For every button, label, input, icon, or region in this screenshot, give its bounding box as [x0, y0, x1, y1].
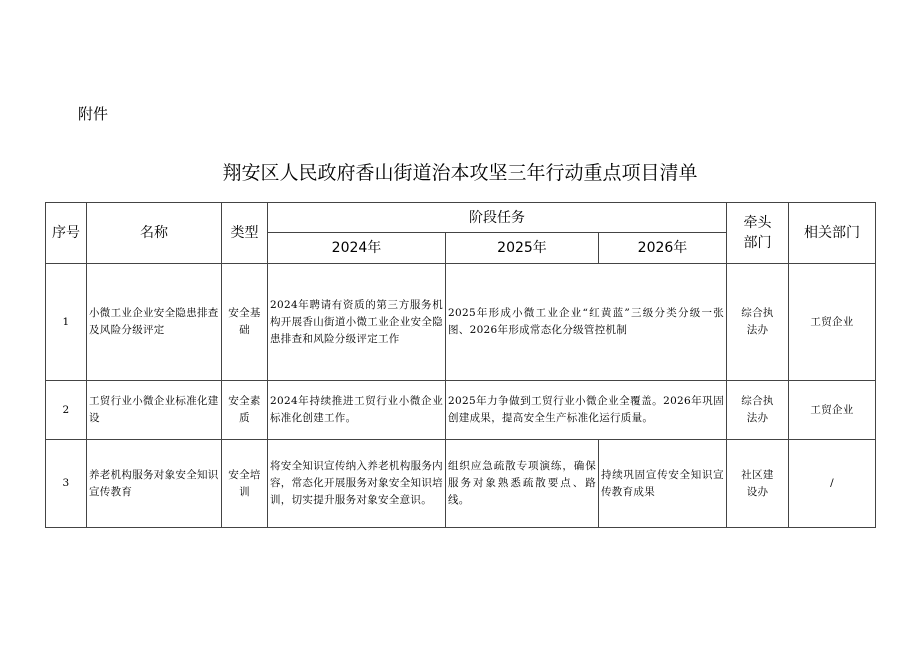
row-type-text: 安全基础 [228, 307, 261, 336]
table-row [46, 440, 876, 528]
header-related: 相关部门 [789, 203, 876, 264]
row-no: 3 [46, 440, 87, 528]
row-2024: 2024年聘请有资质的第三方服务机构开展香山街道小微工业企业安全隐患排查和风险分级评定工作 [268, 264, 446, 381]
row-name: 养老机构服务对象安全知识宣传教育 [87, 440, 222, 528]
header-2025: 2025年 [446, 233, 599, 264]
header-no: 序号 [46, 203, 87, 264]
row-2025-2026: 2025年力争做到工贸行业小微企业全覆盖。2026年巩固创建成果，提高安全生产标准化运行质量。 [446, 381, 727, 440]
table-row [46, 381, 876, 440]
row-type-text: 安全培训 [228, 468, 261, 498]
header-2024: 2024年 [268, 233, 446, 264]
header-stage: 阶段任务 [268, 203, 727, 233]
table-row [46, 264, 876, 381]
row-lead-text: 社区建设办 [741, 468, 774, 498]
row-name: 工贸行业小微企业标准化建设 [87, 381, 222, 440]
row-lead [727, 264, 789, 381]
attachment-label: 附件 [78, 105, 109, 123]
header-row-1 [46, 203, 876, 233]
row-related: / [789, 440, 876, 528]
row-2026: 持续巩固宣传安全知识宣传教育成果 [599, 440, 727, 528]
row-2025: 组织应急疏散专项演练，确保服务对象熟悉疏散要点、路线。 [446, 440, 599, 528]
row-lead-text: 综合执法办 [741, 395, 774, 424]
row-no: 1 [46, 264, 87, 381]
header-2026: 2026年 [599, 233, 727, 264]
row-type [222, 264, 268, 381]
row-lead-text: 综合执法办 [741, 307, 774, 336]
row-lead [727, 440, 789, 528]
row-related: 工贸企业 [789, 264, 876, 381]
header-lead [727, 203, 789, 264]
row-related: 工贸企业 [789, 381, 876, 440]
document-title: 翔安区人民政府香山街道治本攻坚三年行动重点项目清单 [222, 162, 698, 184]
row-name: 小微工业企业安全隐患排查及风险分级评定 [87, 264, 222, 381]
row-2024: 2024年持续推进工贸行业小微企业标准化创建工作。 [268, 381, 446, 440]
header-name: 名称 [87, 203, 222, 264]
header-type: 类型 [222, 203, 268, 264]
row-type-text: 安全素质 [228, 395, 261, 424]
row-lead [727, 381, 789, 440]
header-lead-text: 牵头部门 [743, 215, 772, 251]
row-no: 2 [46, 381, 87, 440]
row-type [222, 440, 268, 528]
row-type [222, 381, 268, 440]
row-2024: 将安全知识宣传纳入养老机构服务内容，常态化开展服务对象安全知识培训，切实提升服务对象安全意识。 [268, 440, 446, 528]
project-list-table [45, 202, 876, 528]
row-2025-2026: 2025年形成小微工业企业“红黄蓝”三级分类分级一张图、2026年形成常态化分级管控机制 [446, 264, 727, 381]
